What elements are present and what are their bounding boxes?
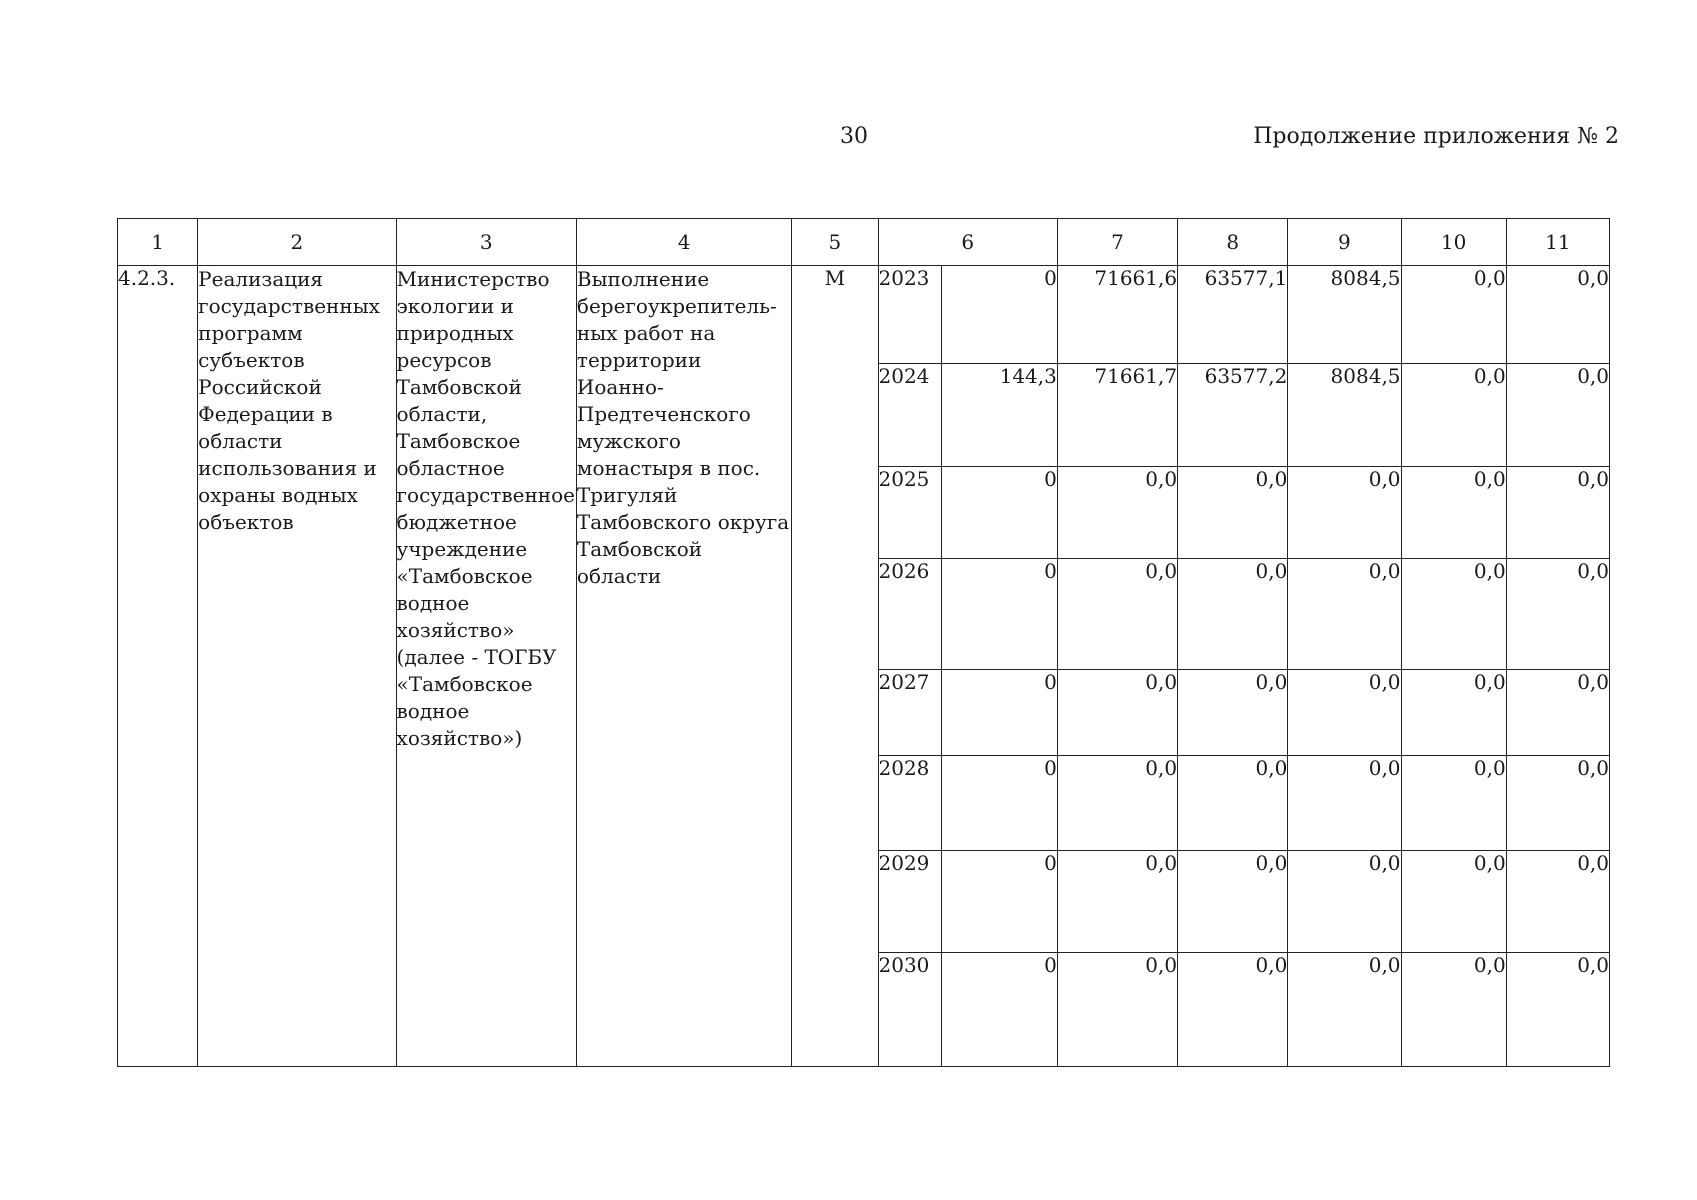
value-cell: 0 [941,559,1057,670]
entry-activity: Выполнение берегоукрепитель-ных работ на территории Иоанно-Предтеченского мужского монастыря в пос. Тригуляй Тамбовского округа Тамбовской области [576,266,791,1067]
page-number: 30 [840,124,868,149]
value-cell: 0,0 [1401,756,1506,851]
value-cell: 0,0 [1178,467,1288,559]
value-cell: 0,0 [1057,851,1177,953]
year-cell: 2030 [878,953,941,1067]
value-cell: 0,0 [1401,953,1506,1067]
header-row [118,219,1610,266]
year-cell: 2027 [878,670,941,756]
column-header: 6 [878,219,1057,266]
value-cell: 0,0 [1288,467,1401,559]
value-cell: 63577,1 [1178,266,1288,364]
column-header: 7 [1057,219,1177,266]
value-cell: 0 [941,266,1057,364]
value-cell: 0,0 [1057,559,1177,670]
column-header: 2 [198,219,396,266]
value-cell: 0,0 [1288,953,1401,1067]
value-cell: 0,0 [1057,953,1177,1067]
value-cell: 0,0 [1506,756,1609,851]
year-cell: 2026 [878,559,941,670]
year-cell: 2023 [878,266,941,364]
value-cell: 8084,5 [1288,364,1401,467]
value-cell: 0,0 [1401,467,1506,559]
value-cell: 0,0 [1401,266,1506,364]
value-cell: 0,0 [1506,364,1609,467]
entry-executor: Министерство экологии и природных ресурсов Тамбовской области, Тамбовское областное государственное бюджетное учреждение «Тамбовское водное хозяйство» (далее - ТОГБУ «Тамбовское водное хозяйство») [396,266,576,1067]
value-cell: 63577,2 [1178,364,1288,467]
value-cell: 0,0 [1506,670,1609,756]
value-cell: 0 [941,851,1057,953]
value-cell: 144,3 [941,364,1057,467]
value-cell: 0,0 [1401,559,1506,670]
column-header: 9 [1288,219,1401,266]
value-cell: 0,0 [1401,364,1506,467]
value-cell: 0,0 [1506,467,1609,559]
column-header: 10 [1401,219,1506,266]
column-header: 11 [1506,219,1609,266]
value-cell: 71661,7 [1057,364,1177,467]
entry-code: 4.2.3. [118,266,198,1067]
value-cell: 0,0 [1506,851,1609,953]
year-cell: 2028 [878,756,941,851]
value-cell: 8084,5 [1288,266,1401,364]
year-cell: 2024 [878,364,941,467]
entry-type: М [792,266,878,1067]
year-cell: 2025 [878,467,941,559]
document-title: Продолжение приложения № 2 [1253,124,1619,149]
value-cell: 0,0 [1178,756,1288,851]
value-cell: 0,0 [1401,851,1506,953]
value-cell: 0,0 [1057,756,1177,851]
value-cell: 0,0 [1506,953,1609,1067]
data-table [117,218,1610,1067]
value-cell: 0,0 [1178,953,1288,1067]
value-cell: 0,0 [1057,670,1177,756]
column-header: 5 [792,219,878,266]
value-cell: 0,0 [1057,467,1177,559]
value-cell: 0,0 [1401,670,1506,756]
value-cell: 0 [941,756,1057,851]
value-cell: 0,0 [1178,851,1288,953]
value-cell: 0 [941,670,1057,756]
value-cell: 0 [941,467,1057,559]
column-header: 1 [118,219,198,266]
value-cell: 71661,6 [1057,266,1177,364]
value-cell: 0,0 [1506,559,1609,670]
year-cell: 2029 [878,851,941,953]
value-cell: 0,0 [1288,756,1401,851]
value-cell: 0,0 [1288,670,1401,756]
value-cell: 0 [941,953,1057,1067]
value-cell: 0,0 [1288,559,1401,670]
table-row [118,266,1610,364]
value-cell: 0,0 [1178,559,1288,670]
value-cell: 0,0 [1178,670,1288,756]
column-header: 3 [396,219,576,266]
entry-name: Реализация государственных программ субъектов Российской Федерации в области использования и охраны водных объектов [198,266,396,1067]
column-header: 4 [576,219,791,266]
column-header: 8 [1178,219,1288,266]
value-cell: 0,0 [1288,851,1401,953]
value-cell: 0,0 [1506,266,1609,364]
